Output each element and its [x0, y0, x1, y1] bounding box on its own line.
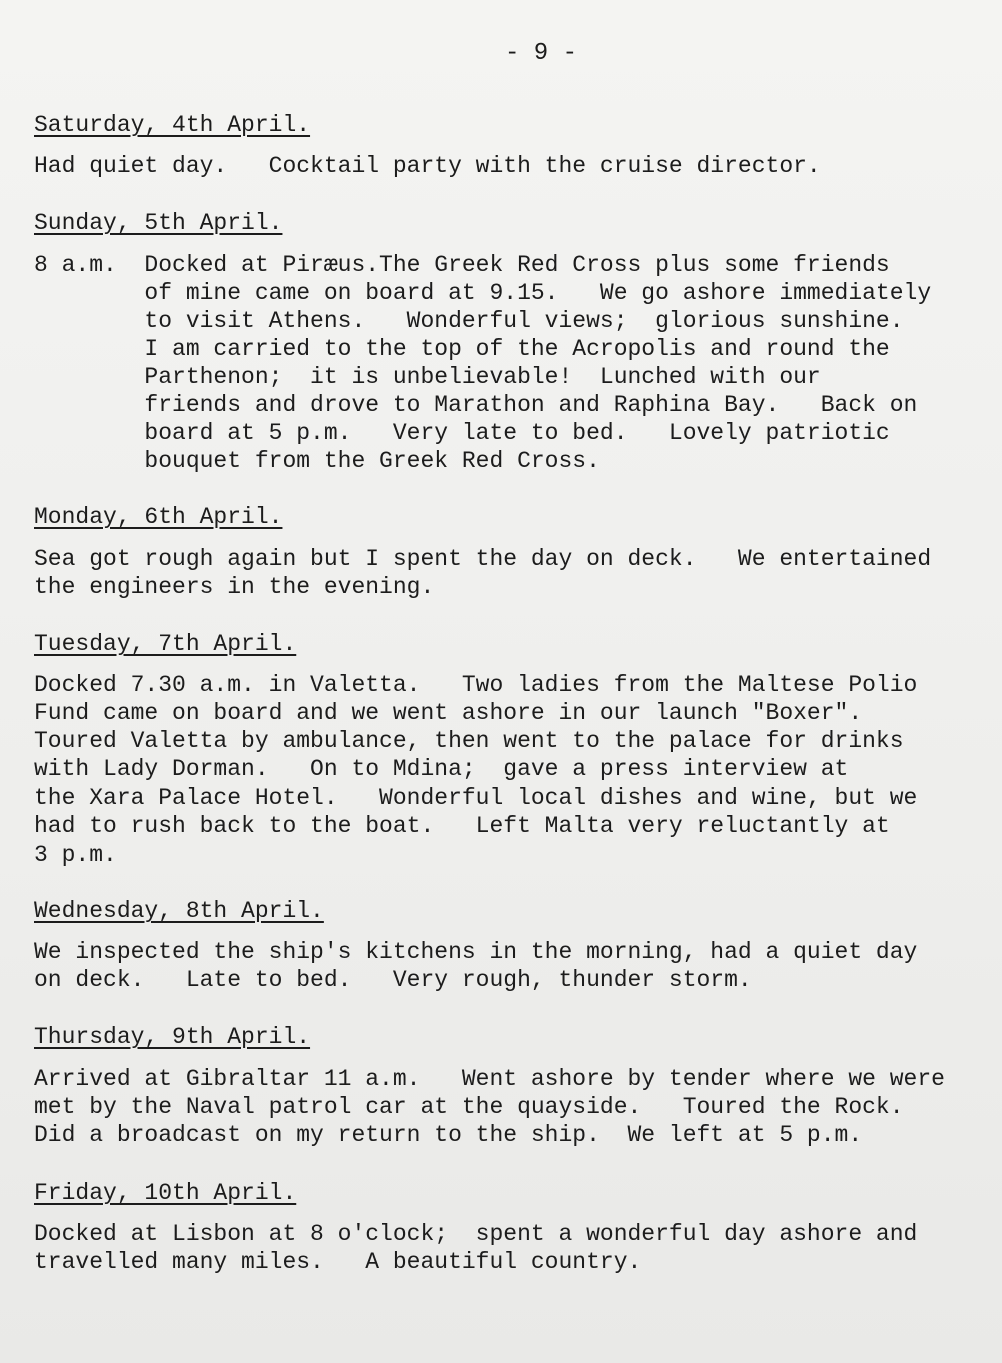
entry-line: Fund came on board and we went ashore in our launch "Boxer". — [34, 700, 863, 726]
entry-line: 3 p.m. — [34, 842, 117, 868]
entry-line: Had quiet day. Cocktail party with the cruise director. — [34, 153, 821, 179]
entry-heading-saturday: Saturday, 4th April. — [34, 112, 311, 138]
entry-line: Toured Valetta by ambulance, then went to the palace for drinks — [34, 728, 904, 754]
entry-line: to visit Athens. Wonderful views; glorious sunshine. — [34, 308, 904, 334]
entry-line: bouquet from the Greek Red Cross. — [34, 448, 600, 474]
entry-line: had to rush back to the boat. Left Malta very reluctantly at — [34, 813, 890, 839]
entry-heading-monday: Monday, 6th April. — [34, 504, 283, 530]
entry-line: Arrived at Gibraltar 11 a.m. Went ashore by tender where we were — [34, 1066, 945, 1092]
entry-line: met by the Naval patrol car at the quayside. Toured the Rock. — [34, 1094, 904, 1120]
entry-heading-sunday: Sunday, 5th April. — [34, 210, 283, 236]
entry-line: board at 5 p.m. Very late to bed. Lovely patriotic — [34, 420, 890, 446]
entry-line: We inspected the ship's kitchens in the morning, had a quiet day — [34, 939, 918, 965]
entry-line: travelled many miles. A beautiful country. — [34, 1249, 642, 1275]
entry-line: Docked 7.30 a.m. in Valetta. Two ladies from the Maltese Polio — [34, 672, 918, 698]
entry-line: I am carried to the top of the Acropolis and round the — [34, 336, 890, 362]
entry-line: Docked at Lisbon at 8 o'clock; spent a wonderful day ashore and — [34, 1221, 918, 1247]
entry-line: Parthenon; it is unbelievable! Lunched with our — [34, 364, 821, 390]
entry-line: friends and drove to Marathon and Raphina Bay. Back on — [34, 392, 918, 418]
entry-line: Sea got rough again but I spent the day on deck. We entertained — [34, 546, 932, 572]
entry-line: of mine came on board at 9.15. We go ashore immediately — [34, 280, 932, 306]
entry-heading-wednesday: Wednesday, 8th April. — [34, 898, 324, 924]
entry-heading-thursday: Thursday, 9th April. — [34, 1024, 311, 1050]
entry-line: 8 a.m. Docked at Piræus.The Greek Red Cross plus some friends — [34, 252, 890, 278]
page-number: - 9 - — [505, 40, 578, 67]
entry-line: the engineers in the evening. — [34, 574, 435, 600]
entry-line: Did a broadcast on my return to the ship. We left at 5 p.m. — [34, 1122, 863, 1148]
entry-line: the Xara Palace Hotel. Wonderful local dishes and wine, but we — [34, 785, 918, 811]
entry-line: on deck. Late to bed. Very rough, thunder storm. — [34, 967, 752, 993]
entry-heading-friday: Friday, 10th April. — [34, 1180, 297, 1206]
entry-line: with Lady Dorman. On to Mdina; gave a press interview at — [34, 756, 849, 782]
entry-heading-tuesday: Tuesday, 7th April. — [34, 631, 297, 657]
